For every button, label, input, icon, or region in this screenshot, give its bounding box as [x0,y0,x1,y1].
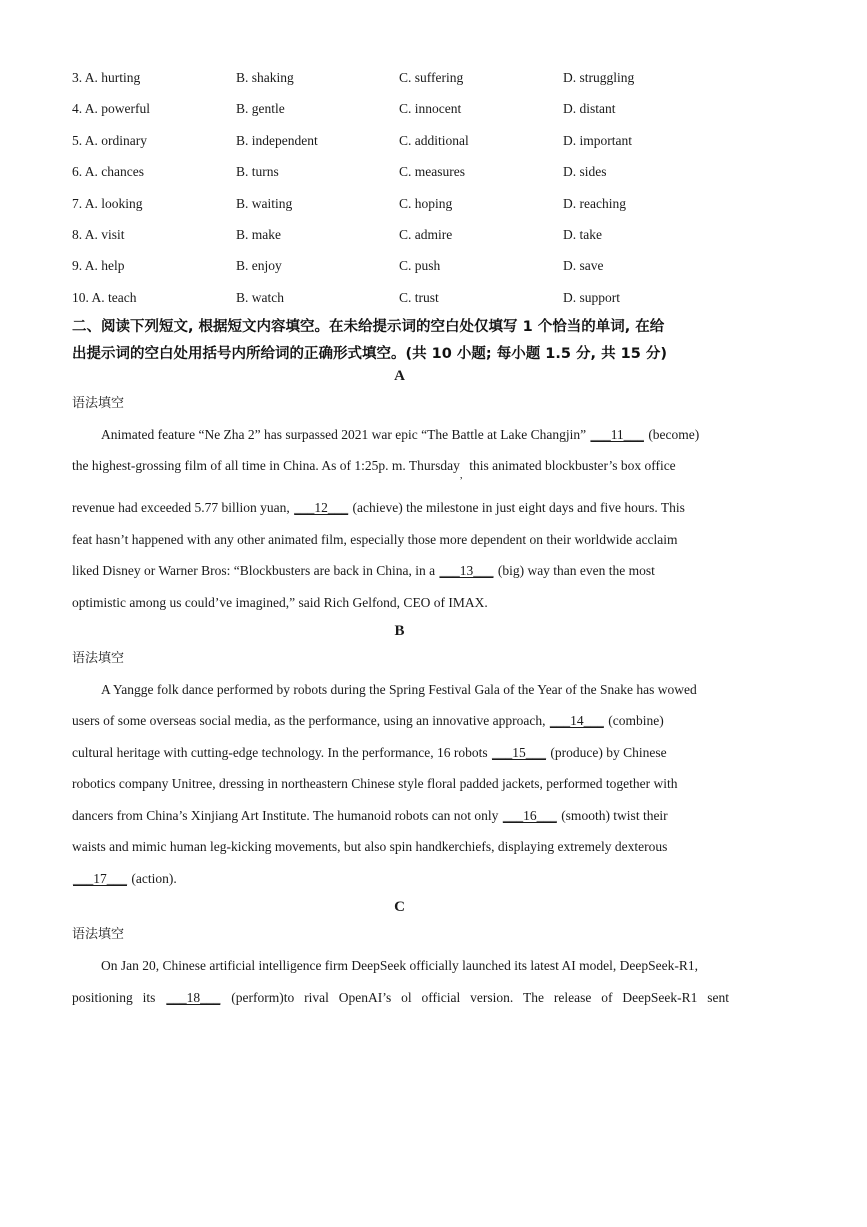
section-a-heading: A [394,368,405,384]
option-a: 9. A. help [72,258,125,274]
option-d: D. take [563,226,602,242]
option-a: 10. A. teach [72,289,137,305]
option-a: 3. A. hurting [72,70,141,85]
text: (big) way than even the most [494,563,655,578]
text: (combine) [604,713,664,728]
passage-a-line-4: feat hasn’t happened with any other animated film, especially those more dependent on their worldwide acclaim [72,532,678,547]
blank-18: ___18___ [166,990,221,1005]
passage-b-line-2 [72,711,664,731]
option-c: C. suffering [399,70,464,85]
option-d: D. reaching [563,195,626,211]
text: revenue had exceeded 5.77 billion yuan, [72,500,294,515]
passage-b-line-5 [72,806,668,826]
option-b: B. make [236,226,281,242]
section-b-label: 语法填空 [72,651,125,666]
blank-13: ___13___ [439,563,494,578]
text: this animated blockbuster’s box office [465,458,676,473]
blank-15: ___15___ [491,745,546,760]
option-c: C. hoping [399,195,453,211]
passage-b-line-3 [72,743,667,763]
option-c: C. measures [399,164,465,180]
option-c: C. innocent [399,101,462,117]
passage-b-line-1: A Yangge folk dance performed by robots during the Spring Festival Gala of the Year of the Snake has wowed [101,682,697,697]
passage-b-line-4: robotics company Unitree, dressing in northeastern Chinese style floral padded jackets, performed together with [72,776,678,791]
option-a: 7. A. looking [72,195,143,211]
part-two-instructions [72,314,732,368]
section-b-heading: B [394,623,405,639]
option-c: C. push [399,258,441,274]
section-c-label: 语法填空 [72,927,125,942]
text: Animated feature “Ne Zha 2” has surpassed 2021 war epic “The Battle at Lake Changjin” [101,427,590,442]
option-a: 4. A. powerful [72,101,150,117]
option-row [72,68,772,99]
option-c: C. admire [399,226,453,242]
text: (achieve) the milestone in just eight days and five hours. This [349,500,685,515]
blank-12: ___12___ [294,500,349,515]
text: (action). [128,871,177,886]
option-c: C. additional [399,132,469,148]
option-row [72,225,772,256]
text: the highest-grossing film of all time in China. As of 1:25p. m. Thursday [72,458,460,473]
option-row [72,99,772,130]
option-row [72,256,772,287]
option-b: B. turns [236,164,279,180]
option-b: B. watch [236,289,284,305]
instructions-line-1: 二、阅读下列短文, 根据短文内容填空。在未给提示词的空白处仅填写 1 个恰当的单词, 在给 [72,319,665,335]
blank-17: ___17___ [73,871,127,886]
option-row [72,162,772,193]
blank-14: ___14___ [549,713,604,728]
option-b: B. shaking [236,70,294,85]
text: users of some overseas social media, as the performance, using an innovative approach, [72,713,549,728]
choice-options-list [72,68,772,319]
instructions-line-2: 出提示词的空白处用括号内所给词的正确形式填空。(共 10 小题; 每小题 1.5 分, 共 15 分) [72,346,667,362]
passage-a-line-5 [72,561,655,581]
passage-c-line-2 [72,988,729,1008]
text: (perform)to rival OpenAI’s ol official version. The release of DeepSeek-R1 sent [221,990,730,1005]
option-d: D. sides [563,164,607,180]
option-row [72,131,772,162]
option-b: B. gentle [236,101,285,117]
option-d: D. important [563,132,632,148]
section-a-label: 语法填空 [72,396,125,411]
option-b: B. independent [236,132,318,148]
blank-16: ___16___ [502,808,557,823]
passage-a-line-6: optimistic among us could’ve imagined,” said Rich Gelfond, CEO of IMAX. [72,595,488,610]
option-a: 5. A. ordinary [72,132,147,148]
passage-a-line-2 [72,456,676,481]
passage-a-line-1 [101,425,699,445]
section-c-heading: C [394,899,405,915]
option-d: D. distant [563,101,616,117]
option-a: 8. A. visit [72,226,125,242]
option-d: D. struggling [563,70,635,85]
text: (produce) by Chinese [546,745,667,760]
stray-comma: , [459,469,463,481]
option-a: 6. A. chances [72,164,144,180]
option-b: B. enjoy [236,258,282,274]
text: dancers from China’s Xinjiang Art Institute. The humanoid robots can not only [72,808,502,823]
passage-c-line-1: On Jan 20, Chinese artificial intelligence firm DeepSeek officially launched its latest AI model, DeepSeek-R1, [101,958,698,973]
text: positioning its [72,990,166,1005]
option-d: D. support [563,289,620,305]
passage-b-line-7 [72,869,177,889]
option-d: D. save [563,258,604,274]
option-row [72,194,772,225]
option-c: C. trust [399,289,439,305]
blank-11: ___11___ [590,427,644,442]
text: cultural heritage with cutting-edge technology. In the performance, 16 robots [72,745,491,760]
passage-b-line-6: waists and mimic human leg-kicking movements, but also spin handkerchiefs, displaying extremely dexterous [72,839,668,854]
passage-a-line-3 [72,498,685,518]
option-b: B. waiting [236,195,293,211]
text: (become) [644,427,700,442]
text: liked Disney or Warner Bros: “Blockbusters are back in China, in a [72,563,439,578]
text: (smooth) twist their [557,808,668,823]
